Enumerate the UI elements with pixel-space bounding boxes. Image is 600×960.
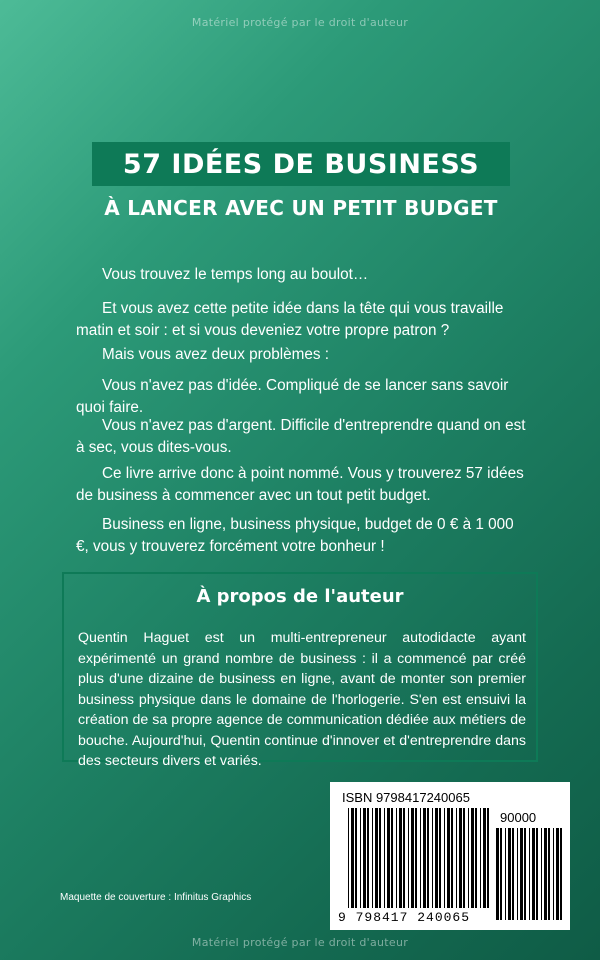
cover-design-credit: Maquette de couverture : Infinitus Graphics <box>60 892 252 903</box>
barcode-bar <box>444 808 445 908</box>
barcode-bar <box>468 808 469 908</box>
ean-digits: 9 798417 240065 <box>338 910 471 925</box>
barcode-bar <box>355 808 357 908</box>
barcode-bar <box>408 808 409 908</box>
barcode-bar <box>471 808 474 908</box>
barcode-bar <box>435 808 438 908</box>
addon-bar <box>541 828 542 920</box>
addon-bar <box>532 828 535 920</box>
addon-bar <box>556 828 559 920</box>
price-code: 90000 <box>500 810 537 825</box>
author-heading: À propos de l'auteur <box>196 586 404 607</box>
addon-bar <box>524 828 526 920</box>
addon-bar <box>520 828 523 920</box>
copyright-watermark-bottom: Matériel protégé par le droit d'auteur <box>191 936 409 949</box>
barcode-bar <box>456 808 457 908</box>
barcode-bar <box>351 808 354 908</box>
blurb-paragraph-6: Ce livre arrive donc à point nommé. Vous y trouverez 57 idées de business à commencer avec un tout petit budget. <box>76 465 524 504</box>
barcode-bar <box>420 808 421 908</box>
barcode-bar <box>379 808 381 908</box>
barcode-bar <box>463 808 465 908</box>
barcode-bar <box>427 808 429 908</box>
barcode-bar <box>348 808 349 908</box>
addon-bar <box>517 828 518 920</box>
barcode-bar <box>432 808 433 908</box>
barcode-bar <box>415 808 417 908</box>
barcode-bar <box>391 808 393 908</box>
barcode-bar <box>411 808 414 908</box>
barcode-bar <box>375 808 378 908</box>
addon-bar <box>508 828 511 920</box>
blurb-paragraph-1: Vous trouvez le temps long au boulot… <box>102 266 369 283</box>
addon-bar <box>548 828 550 920</box>
addon-bar <box>529 828 530 920</box>
barcode-bar <box>367 808 369 908</box>
isbn-barcode <box>330 782 570 930</box>
addon-bar <box>544 828 547 920</box>
blurb-paragraph-4: Vous n'avez pas d'idée. Compliqué de se lancer sans savoir quoi faire. <box>76 377 509 416</box>
blurb-paragraph-2: Et vous avez cette petite idée dans la tête qui vous travaille matin et soir : et si vous deveniez votre propre patron ? <box>76 300 504 339</box>
addon-bar <box>500 828 502 920</box>
barcode-bar <box>483 808 486 908</box>
book-title: 57 IDÉES DE BUSINESS <box>92 142 510 186</box>
barcode-bars <box>330 782 570 930</box>
barcode-bar <box>447 808 450 908</box>
barcode-bar <box>360 808 361 908</box>
barcode-bar <box>487 808 489 908</box>
addon-bar <box>505 828 506 920</box>
barcode-bar <box>363 808 366 908</box>
blurb-paragraph-3: Mais vous avez deux problèmes : <box>102 346 330 363</box>
barcode-bar <box>459 808 462 908</box>
barcode-bar <box>384 808 385 908</box>
title-block <box>92 142 510 220</box>
copyright-watermark-top: Matériel protégé par le droit d'auteur <box>191 16 409 29</box>
barcode-bar <box>480 808 481 908</box>
barcode-bar <box>399 808 402 908</box>
addon-bar <box>553 828 554 920</box>
addon-bar <box>496 828 499 920</box>
addon-bar <box>560 828 562 920</box>
barcode-bar <box>387 808 390 908</box>
blurb-paragraph-5: Vous n'avez pas d'argent. Difficile d'entreprendre quand on est à sec, vous dites-vous. <box>76 417 526 456</box>
barcode-bar <box>372 808 373 908</box>
barcode-bar <box>475 808 477 908</box>
author-bio: Quentin Haguet est un multi-entrepreneur autodidacte ayant expérimenté un grand nombre de business : il a commencé par créé plus d'une dizaine de business en ligne, avant de monter son premier business physique dans le domaine de l'horlogerie. S'en est ensuivi la création de sa propre agence de communication dédiée aux métiers de bouche. Aujourd'hui, Quentin continue d'innover et d'entreprendre dans des secteurs divers et variés. <box>78 630 526 769</box>
barcode-bar <box>423 808 426 908</box>
blurb-paragraph-7: Business en ligne, business physique, budget de 0 € à 1 000 €, vous y trouverez forcément votre bonheur ! <box>76 516 514 555</box>
barcode-bar <box>403 808 405 908</box>
book-subtitle: À LANCER AVEC UN PETIT BUDGET <box>104 196 498 220</box>
addon-bar <box>512 828 514 920</box>
isbn-label: ISBN 9798417240065 <box>342 790 470 805</box>
barcode-bar <box>439 808 441 908</box>
addon-bar <box>536 828 538 920</box>
barcode-bar <box>396 808 397 908</box>
barcode-bar <box>451 808 453 908</box>
